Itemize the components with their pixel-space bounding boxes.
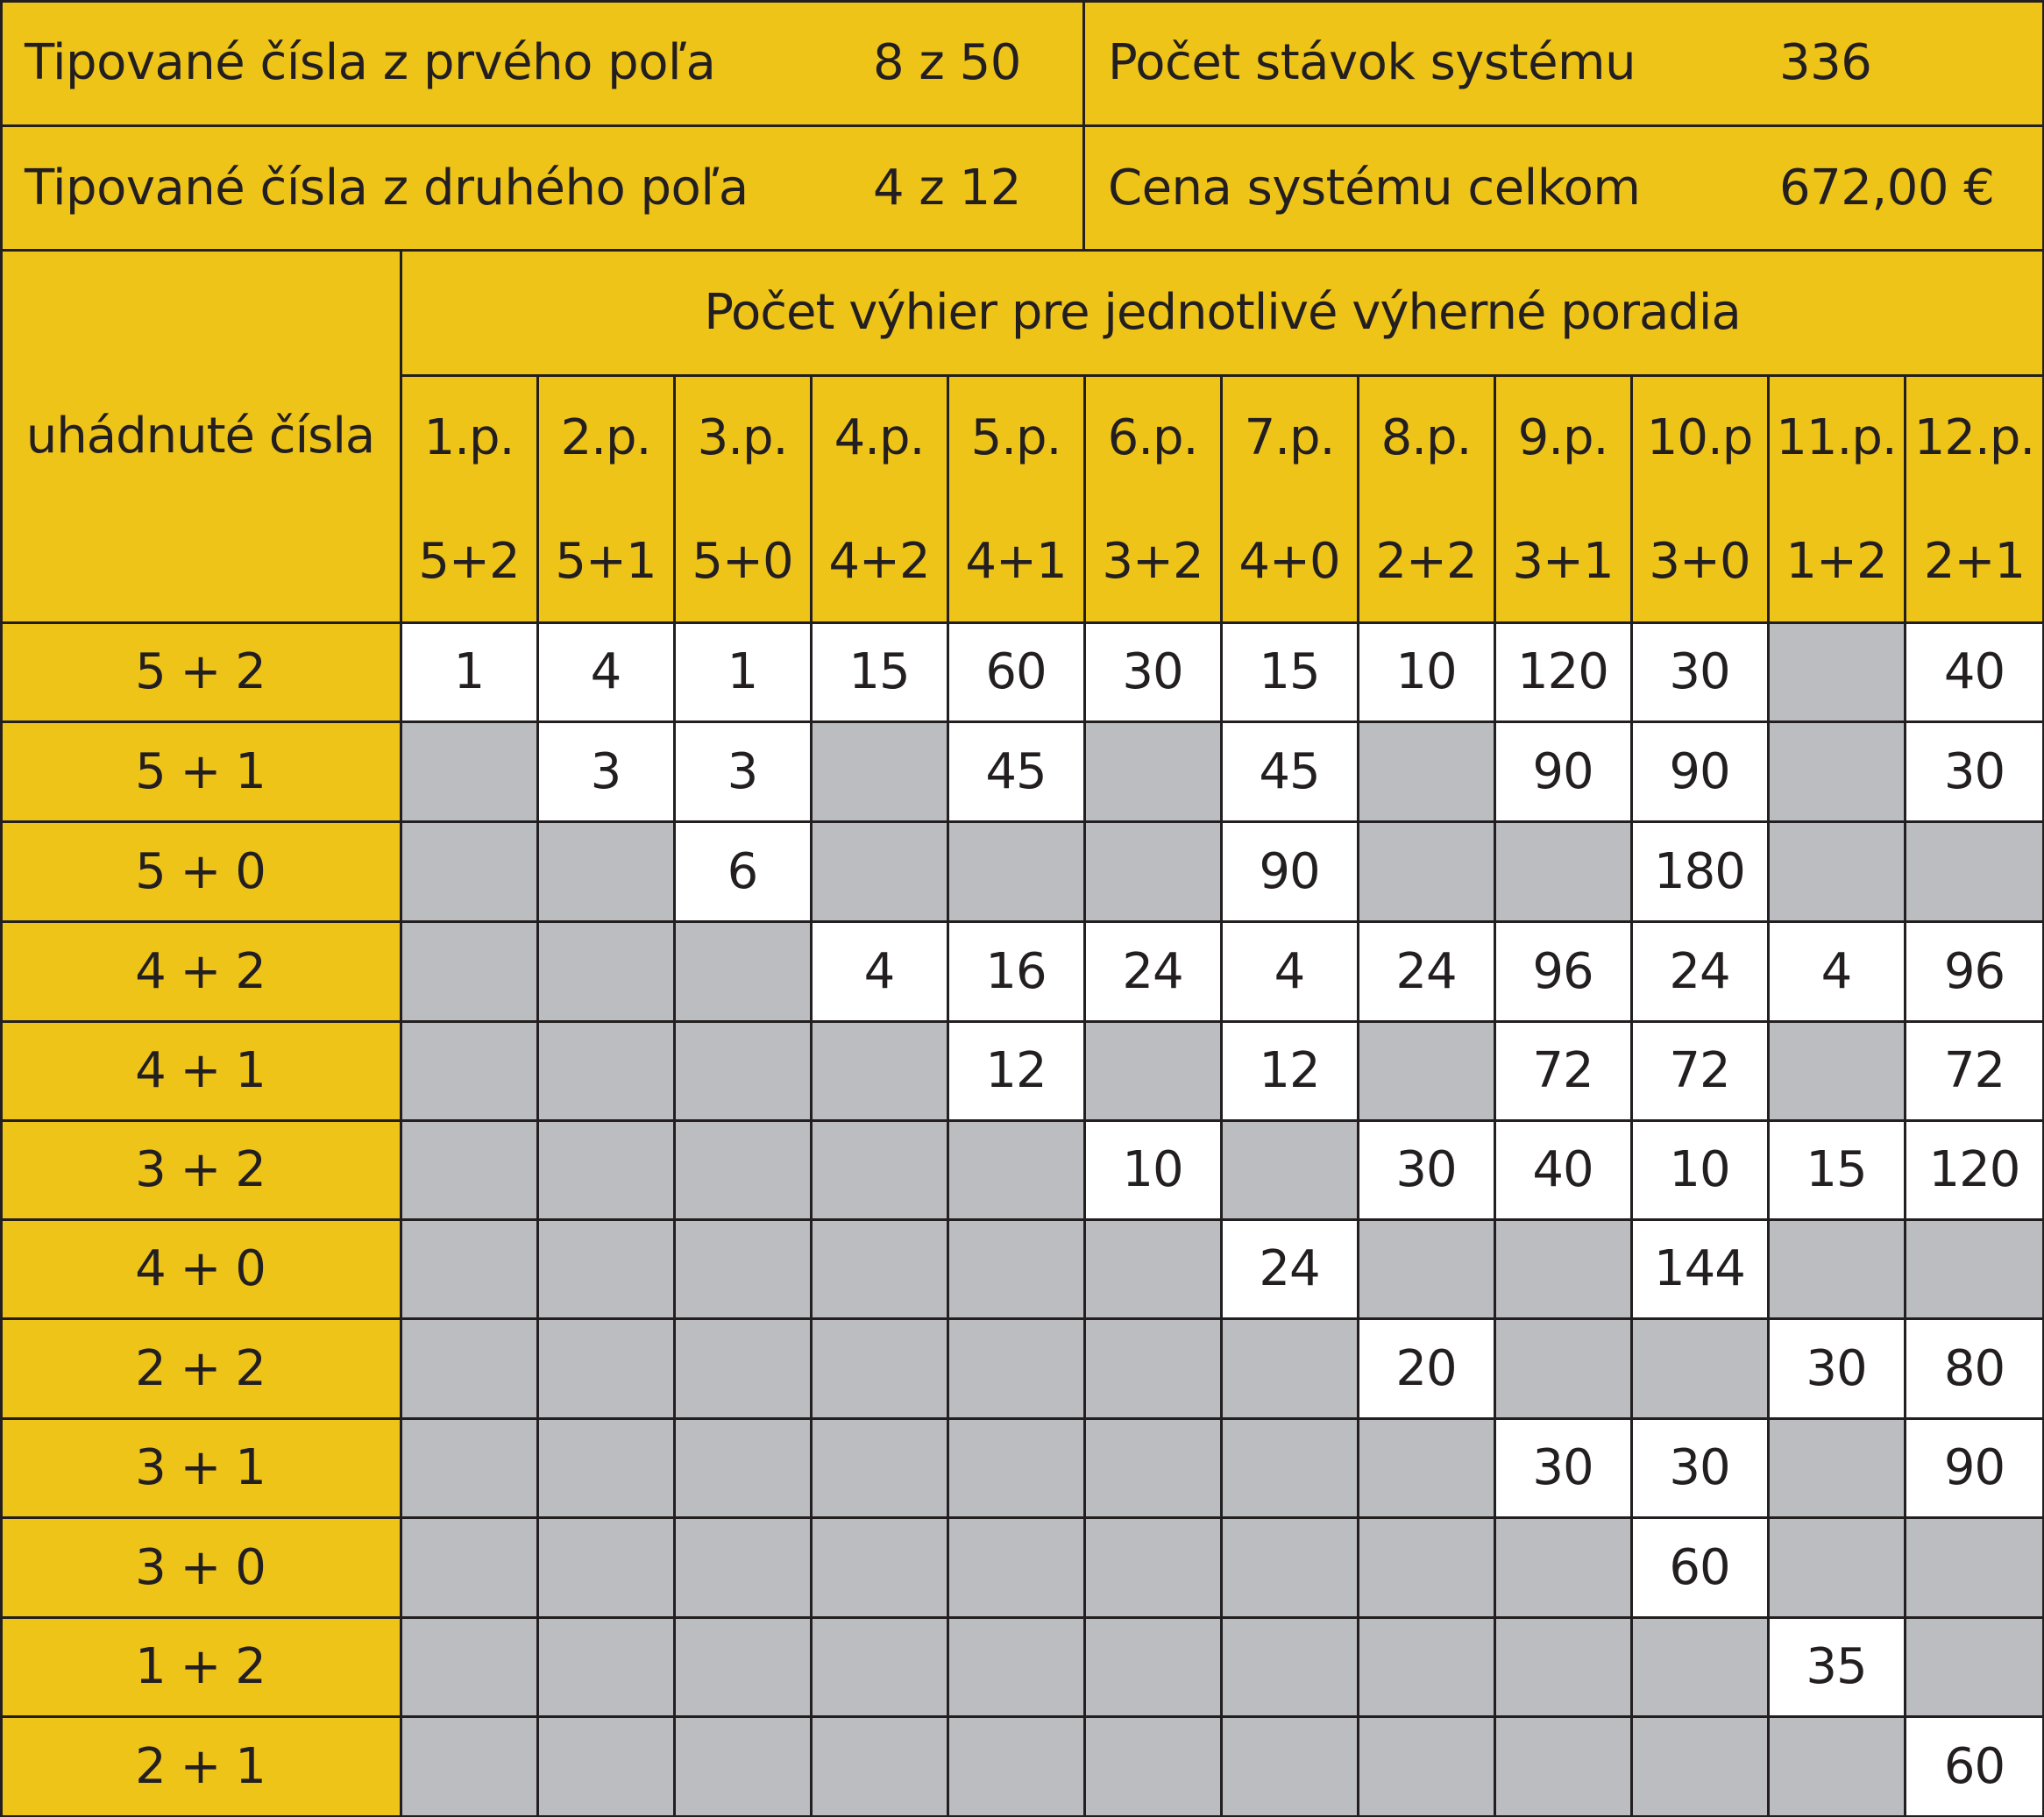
empty-cell: [947, 1617, 1084, 1716]
empty-cell: [537, 1318, 674, 1418]
empty-cell: [947, 1517, 1084, 1617]
prize-match-header: 5+1: [537, 500, 674, 622]
empty-cell: [1768, 622, 1905, 721]
prize-match-header: 3+1: [1494, 500, 1631, 622]
empty-cell: [1494, 1617, 1631, 1716]
empty-cell: [1494, 1219, 1631, 1318]
row-label: 3 + 0: [0, 1517, 401, 1617]
empty-cell: [1358, 1517, 1494, 1617]
row-label: 5 + 2: [0, 622, 401, 721]
row-divider: [0, 820, 2044, 823]
win-count-cell: 96: [1905, 921, 2044, 1021]
field2-label: Tipované čísla z druhého poľa: [0, 125, 1083, 250]
win-count-cell: 4: [537, 622, 674, 721]
empty-cell: [1768, 721, 1905, 821]
empty-cell: [1358, 1418, 1494, 1517]
row-divider: [0, 1715, 2044, 1718]
prize-match-header: 4+1: [947, 500, 1084, 622]
label-column-divider: [400, 250, 402, 1817]
prize-match-header: 3+2: [1084, 500, 1221, 622]
win-count-cell: 12: [1221, 1021, 1358, 1120]
row-divider: [0, 1616, 2044, 1619]
empty-cell: [811, 1318, 947, 1418]
win-count-cell: 30: [1631, 1418, 1768, 1517]
stakes-value: 336: [1779, 34, 1872, 91]
empty-cell: [811, 821, 947, 921]
row-divider: [0, 1516, 2044, 1519]
empty-cell: [1905, 821, 2044, 921]
win-count-cell: 60: [947, 622, 1084, 721]
empty-cell: [1358, 1219, 1494, 1318]
row-label: 4 + 2: [0, 921, 401, 1021]
row-label: 3 + 1: [0, 1418, 401, 1517]
win-count-cell: 30: [1768, 1318, 1905, 1418]
win-count-cell: 15: [811, 622, 947, 721]
price-value: 672,00 €: [1779, 159, 1995, 216]
win-count-cell: 144: [1631, 1219, 1768, 1318]
win-count-cell: 180: [1631, 821, 1768, 921]
win-count-cell: 15: [1221, 622, 1358, 721]
prize-tier-header: 3.p.: [674, 375, 811, 500]
empty-cell: [401, 1617, 537, 1716]
empty-cell: [1221, 1716, 1358, 1817]
empty-cell: [1221, 1617, 1358, 1716]
prize-tier-header: 12.p.: [1905, 375, 2044, 500]
row-label: 5 + 0: [0, 821, 401, 921]
empty-cell: [674, 1120, 811, 1219]
win-count-cell: 90: [1221, 821, 1358, 921]
win-count-cell: 96: [1494, 921, 1631, 1021]
empty-cell: [674, 1318, 811, 1418]
row-label: 2 + 2: [0, 1318, 401, 1418]
empty-cell: [1768, 1418, 1905, 1517]
column-divider: [673, 375, 676, 1817]
empty-cell: [811, 1517, 947, 1617]
win-count-cell: 15: [1768, 1120, 1905, 1219]
prize-match-header: 5+0: [674, 500, 811, 622]
win-count-cell: 30: [1084, 622, 1221, 721]
win-count-cell: 4: [1768, 921, 1905, 1021]
empty-cell: [401, 1318, 537, 1418]
win-count-cell: 80: [1905, 1318, 2044, 1418]
prize-tier-header: 5.p.: [947, 375, 1084, 500]
win-count-cell: 24: [1221, 1219, 1358, 1318]
empty-cell: [537, 1021, 674, 1120]
win-count-cell: 120: [1494, 622, 1631, 721]
column-divider: [1083, 375, 1086, 1817]
win-count-cell: 40: [1494, 1120, 1631, 1219]
prize-tier-header: 9.p.: [1494, 375, 1631, 500]
row-divider: [0, 720, 2044, 723]
row-label: 1 + 2: [0, 1617, 401, 1716]
empty-cell: [1084, 1716, 1221, 1817]
empty-cell: [811, 1219, 947, 1318]
row-divider: [0, 1317, 2044, 1320]
row-divider: [0, 1218, 2044, 1221]
win-count-cell: 30: [1494, 1418, 1631, 1517]
win-count-cell: 35: [1768, 1617, 1905, 1716]
prize-match-header: 4+0: [1221, 500, 1358, 622]
win-count-cell: 1: [674, 622, 811, 721]
prize-tier-header: 6.p.: [1084, 375, 1221, 500]
empty-cell: [537, 921, 674, 1021]
empty-cell: [1221, 1517, 1358, 1617]
empty-cell: [811, 1021, 947, 1120]
empty-cell: [401, 1021, 537, 1120]
empty-cell: [1358, 1021, 1494, 1120]
empty-cell: [674, 1517, 811, 1617]
row-label: 3 + 2: [0, 1120, 401, 1219]
empty-cell: [1768, 1219, 1905, 1318]
empty-cell: [811, 721, 947, 821]
column-divider: [536, 375, 539, 1817]
empty-cell: [1768, 821, 1905, 921]
win-count-cell: 72: [1631, 1021, 1768, 1120]
win-count-cell: 72: [1905, 1021, 2044, 1120]
empty-cell: [1084, 1021, 1221, 1120]
prize-match-header: 4+2: [811, 500, 947, 622]
empty-cell: [1768, 1517, 1905, 1617]
empty-cell: [401, 821, 537, 921]
prize-tier-header: 8.p.: [1358, 375, 1494, 500]
empty-cell: [1221, 1418, 1358, 1517]
empty-cell: [537, 1219, 674, 1318]
prize-match-header: 1+2: [1768, 500, 1905, 622]
empty-cell: [1631, 1617, 1768, 1716]
column-divider: [1220, 375, 1223, 1817]
empty-cell: [401, 1517, 537, 1617]
summary-bottom: [0, 249, 2044, 252]
empty-cell: [1084, 1418, 1221, 1517]
empty-cell: [811, 1418, 947, 1517]
empty-cell: [1768, 1021, 1905, 1120]
win-count-cell: 60: [1631, 1517, 1768, 1617]
empty-cell: [1358, 721, 1494, 821]
win-count-cell: 90: [1631, 721, 1768, 821]
stakes-label: Počet stávok systému: [1083, 0, 2044, 125]
empty-cell: [1494, 1318, 1631, 1418]
empty-cell: [1358, 821, 1494, 921]
empty-cell: [1631, 1318, 1768, 1418]
empty-cell: [1494, 1517, 1631, 1617]
win-count-cell: 12: [947, 1021, 1084, 1120]
empty-cell: [1631, 1716, 1768, 1817]
empty-cell: [1358, 1617, 1494, 1716]
empty-cell: [947, 1318, 1084, 1418]
win-count-cell: 24: [1358, 921, 1494, 1021]
field1-value: 8 z 50: [873, 34, 1021, 91]
prize-tier-header: 2.p.: [537, 375, 674, 500]
win-count-cell: 6: [674, 821, 811, 921]
empty-cell: [811, 1716, 947, 1817]
win-count-cell: 3: [537, 721, 674, 821]
empty-cell: [674, 1021, 811, 1120]
row-label: 4 + 1: [0, 1021, 401, 1120]
empty-cell: [947, 821, 1084, 921]
win-count-cell: 20: [1358, 1318, 1494, 1418]
row-divider: [0, 1020, 2044, 1023]
summary-divider: [0, 124, 2044, 127]
column-divider: [1904, 375, 1906, 1817]
prize-tier-header: 4.p.: [811, 375, 947, 500]
empty-cell: [537, 1418, 674, 1517]
win-count-cell: 1: [401, 622, 537, 721]
prize-match-header: 5+2: [401, 500, 537, 622]
empty-cell: [1084, 1219, 1221, 1318]
empty-cell: [811, 1617, 947, 1716]
field1-label: Tipované čísla z prvého poľa: [0, 0, 1083, 125]
empty-cell: [1494, 821, 1631, 921]
empty-cell: [1358, 1716, 1494, 1817]
win-count-cell: 30: [1358, 1120, 1494, 1219]
empty-cell: [1768, 1716, 1905, 1817]
prize-match-header: 2+1: [1905, 500, 2044, 622]
win-count-cell: 120: [1905, 1120, 2044, 1219]
empty-cell: [1084, 1318, 1221, 1418]
win-count-cell: 30: [1905, 721, 2044, 821]
empty-cell: [811, 1120, 947, 1219]
win-count-cell: 45: [947, 721, 1084, 821]
win-count-cell: 90: [1905, 1418, 2044, 1517]
empty-cell: [1494, 1716, 1631, 1817]
column-divider: [1767, 375, 1770, 1817]
empty-cell: [401, 1418, 537, 1517]
win-count-cell: 3: [674, 721, 811, 821]
row-label: 2 + 1: [0, 1716, 401, 1817]
column-divider: [947, 375, 949, 1817]
empty-cell: [1905, 1517, 2044, 1617]
empty-cell: [537, 821, 674, 921]
empty-cell: [1084, 821, 1221, 921]
row-divider: [0, 920, 2044, 923]
empty-cell: [674, 1716, 811, 1817]
empty-cell: [1905, 1219, 2044, 1318]
group-header: Počet výhier pre jednotlivé výherné poradia: [401, 250, 2044, 375]
empty-cell: [537, 1716, 674, 1817]
empty-cell: [1905, 1617, 2044, 1716]
empty-cell: [401, 1120, 537, 1219]
empty-cell: [1084, 1617, 1221, 1716]
empty-cell: [674, 1617, 811, 1716]
column-divider: [1357, 375, 1359, 1817]
prize-match-header: 2+2: [1358, 500, 1494, 622]
prize-tier-header: 11.p.: [1768, 375, 1905, 500]
empty-cell: [674, 921, 811, 1021]
win-count-cell: 45: [1221, 721, 1358, 821]
empty-cell: [537, 1617, 674, 1716]
empty-cell: [947, 1418, 1084, 1517]
column-divider: [1630, 375, 1633, 1817]
outer-border-top: [0, 0, 2044, 3]
empty-cell: [401, 1716, 537, 1817]
field2-value: 4 z 12: [873, 159, 1021, 216]
win-count-cell: 30: [1631, 622, 1768, 721]
win-count-cell: 24: [1631, 921, 1768, 1021]
empty-cell: [947, 1716, 1084, 1817]
prize-tier-header: 7.p.: [1221, 375, 1358, 500]
empty-cell: [1221, 1120, 1358, 1219]
prize-match-header: 3+0: [1631, 500, 1768, 622]
win-count-cell: 40: [1905, 622, 2044, 721]
row-label: 5 + 1: [0, 721, 401, 821]
empty-cell: [537, 1517, 674, 1617]
row-divider: [0, 1417, 2044, 1420]
empty-cell: [537, 1120, 674, 1219]
win-count-cell: 4: [1221, 921, 1358, 1021]
win-count-cell: 72: [1494, 1021, 1631, 1120]
row-label: 4 + 0: [0, 1219, 401, 1318]
win-count-cell: 10: [1084, 1120, 1221, 1219]
win-count-cell: 60: [1905, 1716, 2044, 1817]
row-divider: [0, 1119, 2044, 1122]
empty-cell: [1084, 1517, 1221, 1617]
column-divider: [810, 375, 813, 1817]
empty-cell: [947, 1120, 1084, 1219]
empty-cell: [401, 1219, 537, 1318]
empty-cell: [947, 1219, 1084, 1318]
header-bottom: [0, 621, 2044, 624]
empty-cell: [1084, 721, 1221, 821]
prize-tier-header: 1.p.: [401, 375, 537, 500]
win-count-cell: 24: [1084, 921, 1221, 1021]
empty-cell: [401, 921, 537, 1021]
row-header-label: uhádnuté čísla: [0, 250, 401, 622]
win-count-cell: 16: [947, 921, 1084, 1021]
empty-cell: [674, 1219, 811, 1318]
summary-center-divider: [1082, 0, 1085, 250]
price-label: Cena systému celkom: [1083, 125, 2044, 250]
empty-cell: [1221, 1318, 1358, 1418]
column-divider: [1494, 375, 1496, 1817]
win-count-cell: 4: [811, 921, 947, 1021]
prize-tier-header: 10.p: [1631, 375, 1768, 500]
win-count-cell: 90: [1494, 721, 1631, 821]
empty-cell: [401, 721, 537, 821]
outer-border-left: [0, 0, 3, 1817]
empty-cell: [674, 1418, 811, 1517]
win-count-cell: 10: [1631, 1120, 1768, 1219]
win-count-cell: 10: [1358, 622, 1494, 721]
group-header-bottom: [401, 374, 2044, 377]
